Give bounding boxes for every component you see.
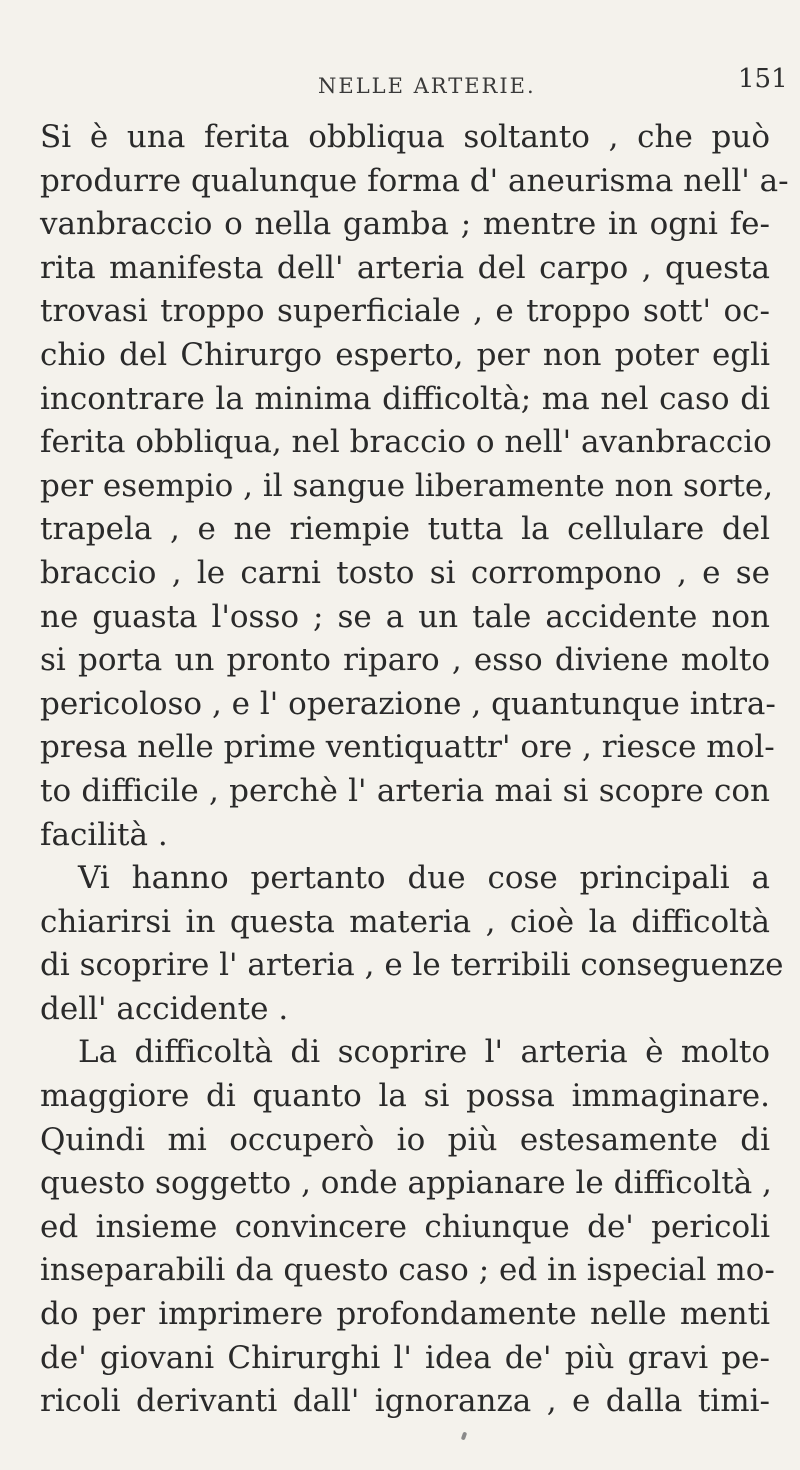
text-line: inseparabili da questo caso ; ed in ispecial mo- (40, 1252, 775, 1289)
text-line: trovasi troppo superficiale , e troppo sott' oc- (40, 293, 770, 330)
text-line: produrre qualunque forma d' aneurisma nell' a- (40, 162, 789, 199)
text-line: ferita obbliqua, nel braccio o nell' avanbraccio (40, 424, 772, 461)
text-line: presa nelle prime ventiquattr' ore , riesce mol- (40, 729, 775, 766)
body-text (40, 116, 789, 1424)
paragraph-2 (40, 857, 784, 1031)
text-line: facilità . (40, 816, 168, 853)
text-line: di scoprire l' arteria , e le terribili conseguenze (40, 947, 784, 984)
text-line: per esempio , il sangue liberamente non sorte, (40, 467, 774, 504)
text-line: pericoloso , e l' operazione , quantunque intra- (40, 685, 776, 722)
paragraph-1 (40, 116, 789, 857)
text-line: do per imprimere profondamente nelle menti (40, 1296, 770, 1333)
text-line: si porta un pronto riparo , esso diviene molto (40, 642, 770, 679)
text-line: maggiore di quanto la si possa immaginare. (40, 1078, 770, 1115)
text-line: to difficile , perchè l' arteria mai si scopre con (40, 772, 770, 809)
text-line: chiarirsi in questa materia , cioè la difficoltà (40, 903, 770, 940)
ink-speck (461, 1432, 467, 1441)
page-number: 151 (738, 64, 788, 94)
text-line: trapela , e ne riempie tutta la cellulare del (40, 511, 770, 548)
text-line: ne guasta l'osso ; se a un tale accidente non (40, 598, 770, 635)
text-line: incontrare la minima difficoltà; ma nel caso di (40, 380, 770, 417)
text-line: braccio , le carni tosto si corrompono , e se (40, 554, 770, 591)
paragraph-3 (40, 1031, 775, 1423)
text-line: Si è una ferita obbliqua soltanto , che può (40, 119, 770, 155)
text-line: ed insieme convincere chiunque de' pericoli (40, 1208, 770, 1245)
text-line: de' giovani Chirurghi l' idea de' più gravi pe- (40, 1339, 770, 1376)
text-line: vanbraccio o nella gamba ; mentre in ogni fe- (40, 206, 770, 243)
text-line: Vi hanno pertanto due cose principali a (78, 860, 770, 897)
text-line: chio del Chirurgo esperto, per non poter egli (40, 336, 770, 373)
text-line: ricoli derivanti dall' ignoranza , e dalla timi- (40, 1383, 770, 1420)
text-line: questo soggetto , onde appianare le difficoltà , (40, 1165, 772, 1202)
text-line: dell' accidente . (40, 990, 289, 1027)
text-line: rita manifesta dell' arteria del carpo , questa (40, 249, 770, 286)
text-line: La difficoltà di scoprire l' arteria è molto (78, 1034, 770, 1071)
running-head: NELLE ARTERIE. (318, 74, 536, 98)
text-line: Quindi mi occuperò io più estesamente di (40, 1121, 770, 1158)
